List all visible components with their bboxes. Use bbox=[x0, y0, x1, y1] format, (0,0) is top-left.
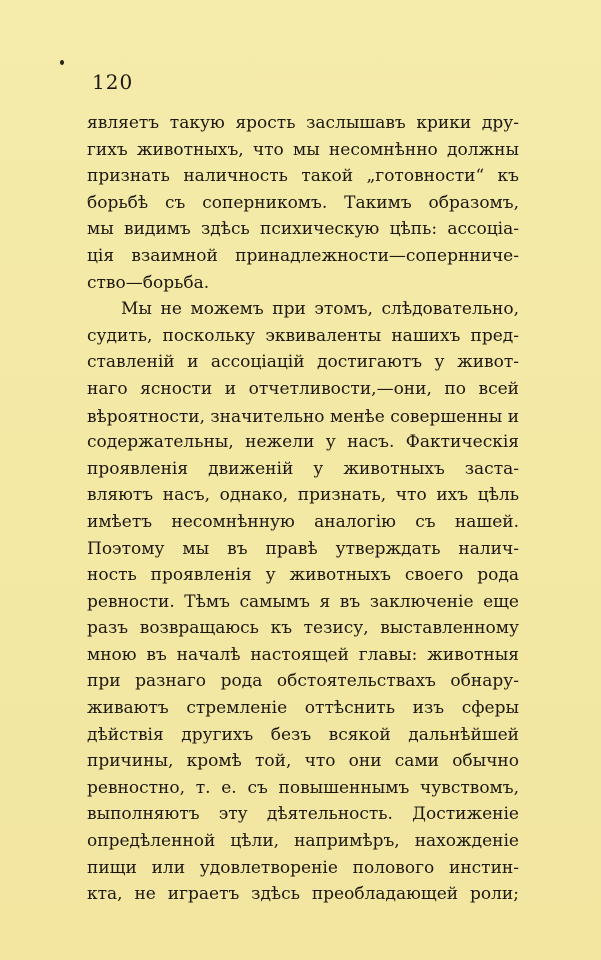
text-line: выполняютъ эту дѣятельность. Достиженіе bbox=[87, 804, 519, 825]
ink-speck bbox=[60, 60, 64, 65]
text-line: причины, кромѣ той, что они сами обычно bbox=[87, 751, 519, 772]
text-line: ція взаимной принадлежности—сопернниче- bbox=[87, 245, 519, 266]
text-line: ство—борьба. bbox=[87, 272, 210, 293]
text-line: живаютъ стремленіе оттѣснить изъ сферы bbox=[87, 698, 519, 719]
text-line: вѣроятности, значительно менѣе совершенны и bbox=[87, 405, 519, 426]
text-line: проявленія движеній у животныхъ заста- bbox=[87, 458, 519, 479]
text-line: гихъ животныхъ, что мы несомнѣнно должны bbox=[87, 139, 519, 160]
text-line: ревностно, т. е. съ повышеннымъ чувствомъ, bbox=[87, 777, 519, 798]
text-line: ревности. Тѣмъ самымъ я въ заключеніе еще bbox=[87, 591, 519, 612]
text-line: ность проявленія у животныхъ своего рода bbox=[87, 565, 519, 586]
text-line: признать наличность такой „готовности“ къ bbox=[87, 166, 519, 187]
text-line: опредѣленной цѣли, напримѣръ, нахожденіе bbox=[87, 831, 519, 852]
text-line: Поэтому мы въ правѣ утверждать налич- bbox=[87, 538, 519, 559]
text-line: кта, не играетъ здѣсь преобладающей роли; bbox=[87, 884, 519, 905]
page-number: 120 bbox=[92, 70, 134, 94]
text-line: пищи или удовлетвореніе полового инстин- bbox=[87, 857, 519, 878]
text-line: имѣетъ несомнѣнную аналогію съ нашей. bbox=[87, 511, 519, 532]
text-line: являетъ такую ярость заслышавъ крики дру- bbox=[87, 113, 519, 133]
text-line: мы видимъ здѣсь психическую цѣпь: ассоціа- bbox=[87, 219, 519, 240]
text-line: содержательны, нежели у насъ. Фактическія bbox=[87, 432, 519, 453]
text-line: мною въ началѣ настоящей главы: животныя bbox=[87, 644, 519, 665]
text-line: при разнаго рода обстоятельствахъ обнару- bbox=[87, 671, 519, 692]
text-line: дѣйствія другихъ безъ всякой дальнѣйшей bbox=[87, 724, 519, 745]
text-line: наго ясности и отчетливости,—они, по всей bbox=[87, 378, 519, 399]
text-line: Мы не можемъ при этомъ, слѣдовательно, bbox=[121, 299, 519, 320]
body-text bbox=[87, 110, 519, 908]
text-line: разъ возвращаюсь къ тезису, выставленному bbox=[87, 618, 519, 639]
text-line: вляютъ насъ, однако, признать, что ихъ цѣль bbox=[87, 485, 519, 506]
text-line: ставленій и ассоціацій достигаютъ у живот- bbox=[87, 352, 519, 373]
text-line: судить, поскольку эквиваленты нашихъ пред- bbox=[87, 325, 519, 346]
text-line: борьбѣ съ соперникомъ. Такимъ образомъ, bbox=[87, 192, 519, 213]
